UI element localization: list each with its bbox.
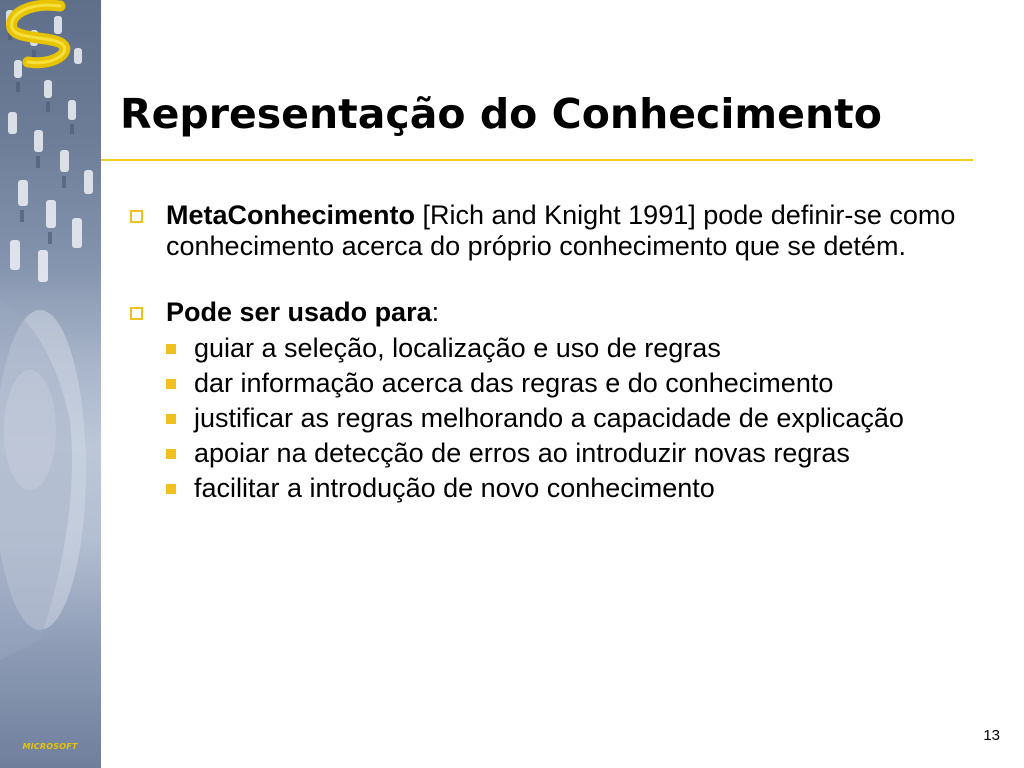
filled-square-bullet-icon [166, 379, 176, 389]
sub-bullet-item [166, 332, 958, 365]
bullet-text: : [431, 297, 440, 327]
hollow-square-bullet-icon [130, 210, 143, 223]
bullet-bold-term: Pode ser usado para [166, 297, 432, 327]
swirl-logo-icon [0, 0, 88, 76]
logo-caption: MICROSOFT [22, 742, 78, 751]
sub-bullet-item [166, 367, 958, 400]
filled-square-bullet-icon [166, 414, 176, 424]
bullet-bold-term: MetaConhecimento [166, 200, 416, 230]
filled-square-bullet-icon [166, 484, 176, 494]
bullet-text: [Rich and Knight 1991] pode definir-se como conhecimento acerca do próprio conhecimento que se detém. [166, 200, 956, 261]
sub-bullet-text: apoiar na detecção de erros ao introduzir novas regras [194, 438, 850, 468]
slide-body [128, 200, 958, 505]
bullet-item [128, 200, 958, 262]
filled-square-bullet-icon [166, 449, 176, 459]
page-number: 13 [983, 727, 1000, 744]
bullet-item [128, 297, 958, 328]
sub-bullet-text: dar informação acerca das regras e do conhecimento [194, 368, 834, 398]
sub-bullet-item [166, 402, 958, 435]
sub-bullet-text: justificar as regras melhorando a capacidade de explicação [194, 403, 904, 433]
sub-bullet-text: facilitar a introdução de novo conhecimento [194, 473, 715, 503]
statue-collage-image [0, 0, 101, 768]
sub-bullet-item [166, 437, 958, 470]
slide-title: Representação do Conhecimento [120, 90, 882, 138]
hollow-square-bullet-icon [130, 307, 143, 320]
sub-bullet-text: guiar a seleção, localização e uso de regras [194, 333, 721, 363]
filled-square-bullet-icon [166, 344, 176, 354]
decorative-side-strip [0, 0, 101, 768]
title-divider [101, 159, 973, 161]
sub-bullet-list [128, 332, 958, 505]
sub-bullet-item [166, 472, 958, 505]
